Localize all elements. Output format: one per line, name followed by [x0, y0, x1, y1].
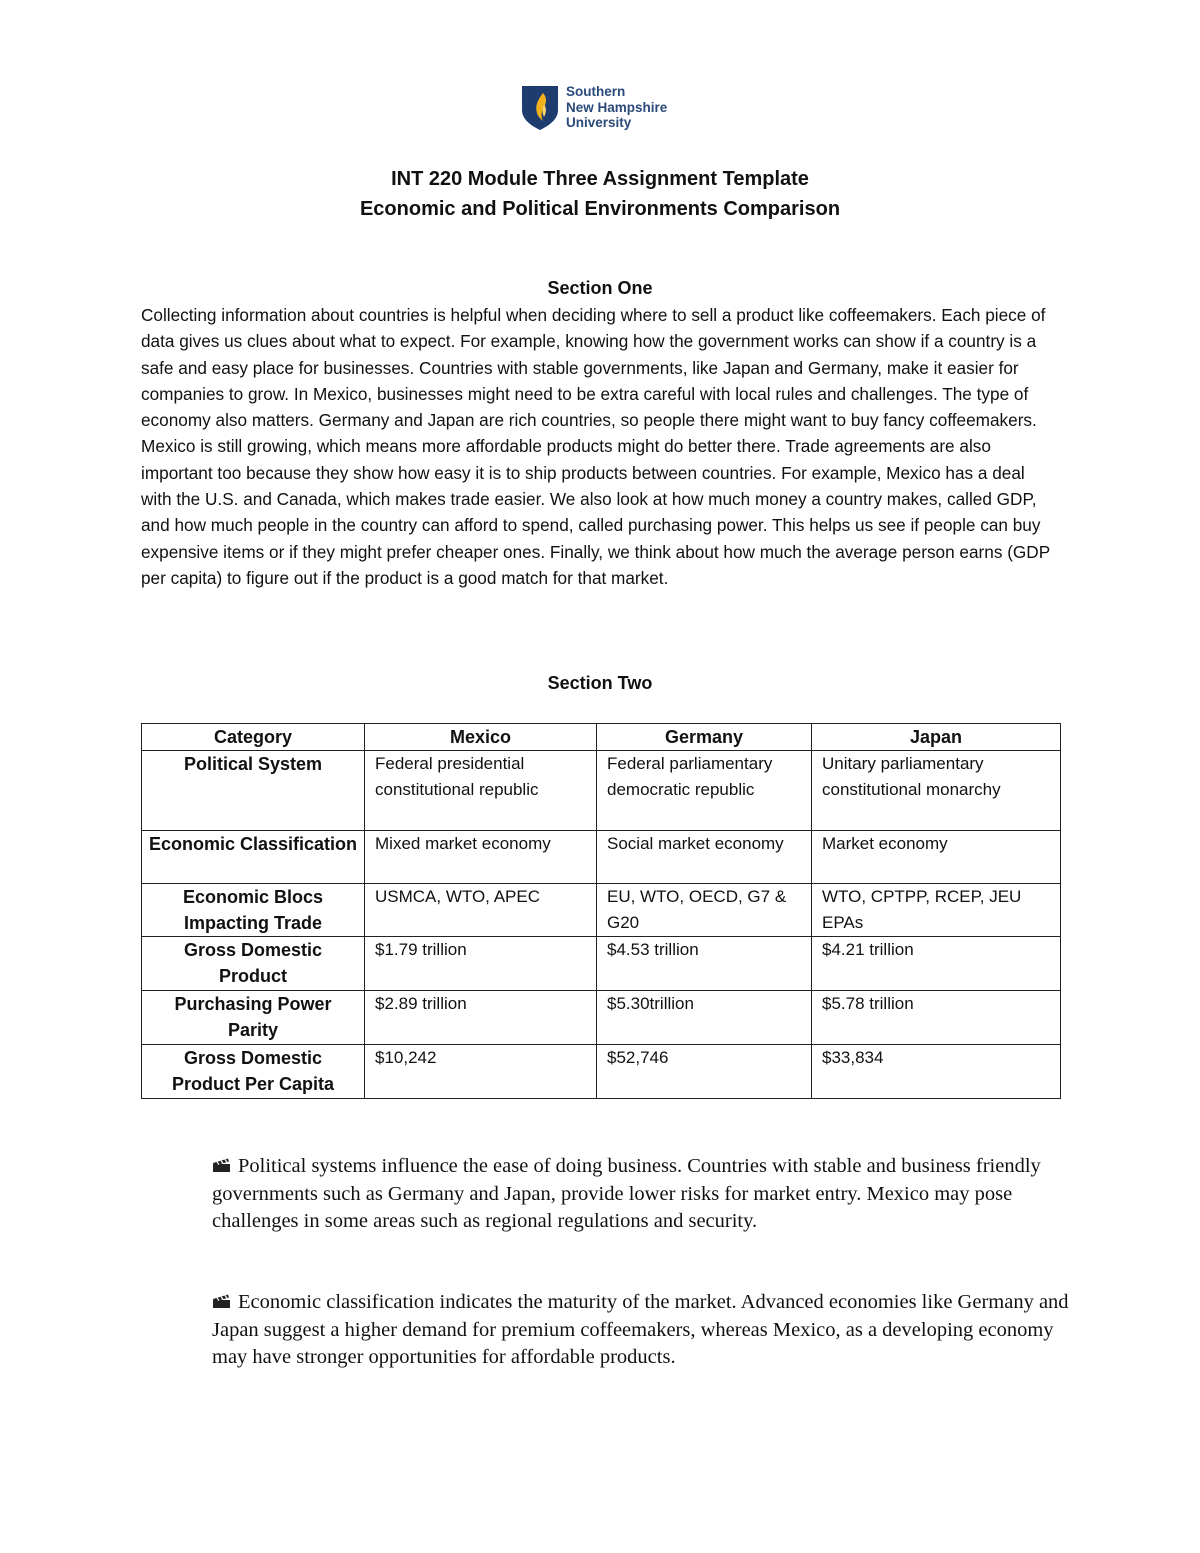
section-one-paragraph: Collecting information about countries is helpful when deciding where to sell a product like coffeemakers. Each piece of data gives us clues about what to expect. For example, knowing how the government works can show if a country is a safe and easy place for businesses. Countries with stable governments, like Japan and Germany, make it easier for companies to grow. In Mexico, businesses might need to be extra careful with local rules and challenges. The type of economy also matters. Germany and Japan are rich countries, so people there might want to buy fancy coffeemakers. Mexico is still growing, which means more affordable products might do better there. Trade agreements are also important too because they show how easy it is to ship products between countries. For example, Mexico has a deal with the U.S. and Canada, which makes trade easier. We also look at how much money a country makes, called GDP, and how much people in the country can afford to spend, called purchasing power. This helps us see if people can buy expensive items or if they might prefer cheaper ones. Finally, we think about how much the average person earns (GDP per capita) to figure out if the product is a good match for that market. [141, 305, 1050, 588]
cell-japan: WTO, CPTPP, RCEP, JEU EPAs [812, 884, 1061, 937]
cell-mexico: $1.79 trillion [365, 937, 597, 991]
cell-mexico: $2.89 trillion [365, 991, 597, 1045]
title-line-2: Economic and Political Environments Comparison [359, 198, 841, 220]
table-row [142, 991, 1061, 1045]
bullet-text: Political systems influence the ease of doing business. Countries with stable and business friendly governments such as Germany and Japan, provide lower risks for market entry. Mexico may pose challenges in some areas such as regional regulations and security. [212, 1155, 1041, 1233]
header-germany: Germany [597, 724, 812, 751]
university-logo [520, 82, 700, 134]
logo-wordmark [566, 84, 667, 131]
cell-japan: Unitary parliamentary constitutional monarchy [812, 751, 1061, 831]
table-row [142, 937, 1061, 991]
row-category: Purchasing Power Parity [142, 991, 365, 1045]
table-header-row [142, 724, 1061, 751]
row-category: Political System [142, 751, 365, 831]
cell-japan: Market economy [812, 831, 1061, 884]
row-category: Economic Classification [142, 831, 365, 884]
cell-germany: $52,746 [597, 1045, 812, 1099]
bullet-point [212, 1153, 1072, 1236]
header-mexico: Mexico [365, 724, 597, 751]
cell-japan: $4.21 trillion [812, 937, 1061, 991]
section-two-heading: Section Two [547, 673, 653, 693]
cell-mexico: $10,242 [365, 1045, 597, 1099]
header-category: Category [142, 724, 365, 751]
logo-line-2: New Hampshire [566, 99, 668, 115]
table-row [142, 1045, 1061, 1099]
shield-flame-icon [520, 84, 560, 132]
cell-germany: EU, WTO, OECD, G7 & G20 [597, 884, 812, 937]
row-category: Gross Domestic Product Per Capita [142, 1045, 365, 1099]
document-title [0, 164, 1200, 224]
cell-japan: $33,834 [812, 1045, 1061, 1099]
comparison-table [141, 723, 1061, 1099]
cell-japan: $5.78 trillion [812, 991, 1061, 1045]
cell-mexico: Federal presidential constitutional republic [365, 751, 597, 831]
cell-mexico: Mixed market economy [365, 831, 597, 884]
row-category: Economic Blocs Impacting Trade [142, 884, 365, 937]
table-row [142, 831, 1061, 884]
clapperboard-icon [212, 1294, 232, 1309]
cell-germany: Social market economy [597, 831, 812, 884]
row-category: Gross Domestic Product [142, 937, 365, 991]
header-japan: Japan [812, 724, 1061, 751]
logo-line-1: Southern [566, 84, 626, 99]
table-row [142, 884, 1061, 937]
cell-mexico: USMCA, WTO, APEC [365, 884, 597, 937]
bullet-point [212, 1289, 1072, 1372]
logo-line-3: University [566, 115, 632, 130]
cell-germany: Federal parliamentary democratic republic [597, 751, 812, 831]
bullet-text: Economic classification indicates the maturity of the market. Advanced economies like Germany and Japan suggest a higher demand for premium coffeemakers, whereas Mexico, as a developing economy may have stronger opportunities for affordable products. [212, 1291, 1069, 1369]
title-line-1: INT 220 Module Three Assignment Template [391, 168, 809, 190]
table-row [142, 751, 1061, 831]
cell-germany: $5.30trillion [597, 991, 812, 1045]
clapperboard-icon [212, 1158, 232, 1173]
section-one-heading: Section One [547, 278, 653, 298]
cell-germany: $4.53 trillion [597, 937, 812, 991]
